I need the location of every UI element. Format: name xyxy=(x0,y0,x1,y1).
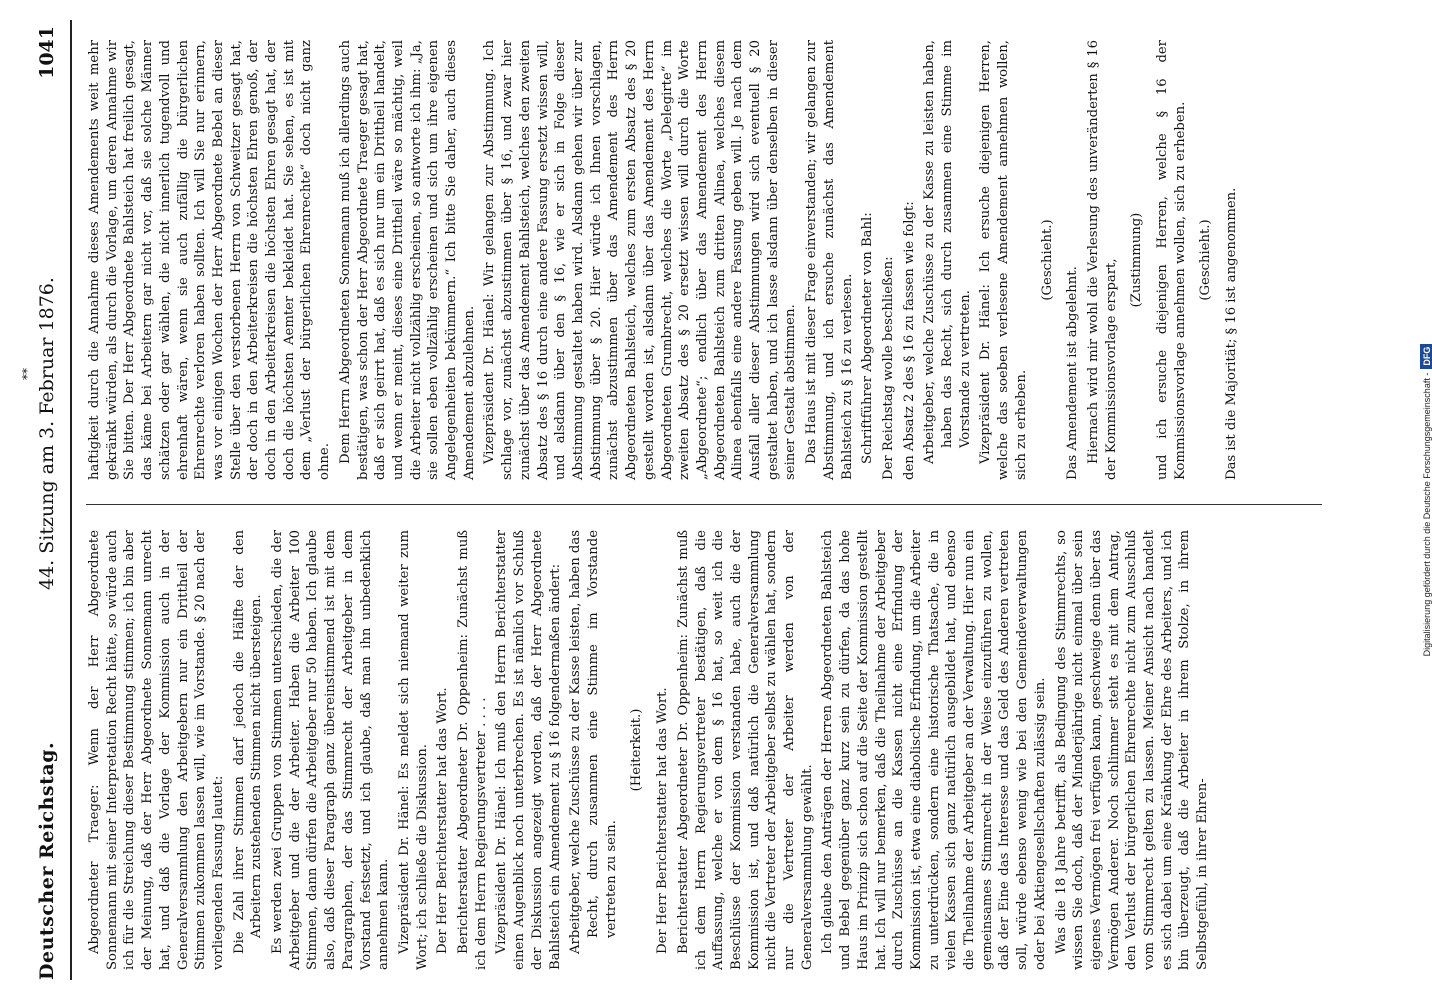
session-title: 44. Sitzung am 3. Februar 1876. xyxy=(36,277,58,590)
digitization-attribution xyxy=(1420,0,1432,1000)
paragraph: Das Amendement ist abgelehnt. xyxy=(1065,266,1081,480)
paragraph: Der Herr Berichterstatter hat das Wort. xyxy=(655,687,671,954)
paragraph: Es werden zwei Gruppen von Stimmen unterschieden, die der Arbeitgeber und die der Arbeiter. Haben die Arbeiter 100 Stimmen, dann dürfen die Arbeitgeber nur 50 haben. Ich glaube also, daß dieser Paragraph ganz übereinstimmend ist mit dem Paragraphen, der das Stimmrecht der Arbeitgeber in dem Vorstand festsetzt, und ich glaube, daß man ihn unbedenklich annehmen kann. xyxy=(270,530,392,970)
paragraph: Berichterstatter Abgeordneter Dr. Oppenheim: Zunächst muß ich dem Herrn Regierungsvertreter bestätigen, daß die Auffassung, welche er von dem § 16 hat, so weit ich die Beschlüsse der Kommission verstanden habe, auch die der Kommission ist, und daß natürlich die Generalversammlung nicht die Vertreter der Arbeitgeber selbst zu wählen hat, sondern nur die Vertreter der Arbeiter werden von der Generalversammlung gewählt. xyxy=(675,530,815,970)
page-header xyxy=(20,20,72,980)
paragraph: und ich ersuche diejenigen Herren, welche § 16 der Kommissionsvorlage annehmen wollen, sich zu erheben. xyxy=(1155,40,1188,480)
paragraph: Vizepräsident Dr. Hänel: Ich muß den Herrn Berichterstatter einen Augenblick noch unterbrechen. Es ist nämlich vor Schluß der Diskussion angezeigt worden, daß der Herr Abgeordnete Bahlsteich ein Amendement zu § 16 folgendermaßen ändert: xyxy=(494,530,563,970)
paragraph: Das Haus ist mit dieser Frage einverstanden; wir gelangen zur Abstimmung, und ich ersuche zunächst das Amendement Bahlsteich zu § 16 zu verlesen. xyxy=(804,40,855,480)
stage-direction: (Geschieht.) xyxy=(1198,219,1214,301)
page-number: 1041 xyxy=(36,26,58,79)
motion-line: Der Reichstag wolle beschließen: xyxy=(880,256,896,480)
paragraph: Was die 18 Jahre betrifft, als Bedingung des Stimmrechts, so wissen Sie doch, daß der Minderjährige nicht einmal über sein eigenes Vermögen frei verfügen kann, geschweige denn über das Vermögen Anderer. Noch schlimmer steht es mit dem Antrag, den Verlust der bürgerlichen Ehrenrechte nicht zum Ausschluß vom Stimmrecht gelten zu lassen. Meiner Ansicht nach handelt es sich dabei um eine Kränkung der Ehre des Arbeiters, und ich bin überzeugt, daß die Arbeiter in ihrem Stolze, in ihrem Selbstgefühl, in ihrer Ehren- xyxy=(1053,530,1211,970)
stage-direction: (Zustimmung) xyxy=(1129,212,1145,308)
stage-direction: (Geschieht.) xyxy=(1039,219,1055,301)
quoted-text: Die Zahl ihrer Stimmen darf jedoch die Hälfte der den Arbeitern zustehenden Stimmen nicht übersteigen. xyxy=(231,530,265,954)
paragraph: haftigkeit durch die Annahme dieses Amendements weit mehr gekränkt würden, als durch die Vorlage, um deren Annahme wir Sie bitten. Der Herr Abgeordnete Bahlsteich hat freilich gesagt, das käme bei Arbeitern gar nicht vor, daß sie solche Männer schätzen oder gar wählen, die nicht innerlich tugendvoll und ehrenhaft wären, wenn sie auch zufällig die bürgerlichen Ehrenrechte verloren haben sollten. Ich will Sie nur erinnern, was vor einigen Wochen der Herr Abgeordnete Bebel an dieser Stelle über den verstorbenen Herrn von Schweitzer gesagt hat, der doch in den Arbeiterkreisen die höchsten Ehren genoß, der doch in den Arbeiterkreisen die höchsten Ehren gesagt hat, der doch die höchsten Aemter bekleidet hat. Sie sehen, es ist mit dem „Verlust der bürgerlichen Ehrenrechte“ doch nicht ganz ohne. xyxy=(87,40,333,480)
header-mark: ** xyxy=(20,368,34,380)
speaker-line: Schriftführer Abgeordneter von Bahl: xyxy=(860,212,876,464)
paragraph: Vizepräsident Dr. Hänel: Es meldet sich niemand weiter zum Wort; ich schließe die Diskussion. xyxy=(396,530,430,970)
quoted-text: Arbeitgeber, welche Zuschüsse zu der Kasse leisten, haben das Recht, durch zusammen eine Stimme im Vorstande vertreten zu sein. xyxy=(568,530,619,954)
paragraph: Vizepräsident Dr. Hänel: Wir gelangen zur Abstimmung. Ich schlage vor, zunächst abzustimmen über § 16, und zwar hier zunächst über das Amendement Bahlsteich, welches den zweiten Absatz des § 16 durch eine andere Fassung ersetzt wissen will, und alsdann über den § 16, wie er sich in Folge dieser Abstimmung gestaltet haben wird. Alsdann gehen wir über zur Abstimmung über § 20. Hier würde ich Ihnen vorschlagen, zunächst abzustimmen über das Amendement des Herrn Abgeordneten Bahlsteich, welches zum ersten Absatz des § 20 gestellt worden ist, alsdann über das Amendement des Herrn Abgeordneten Grumbrecht, welches die Worte „Delegirte“ im zweiten Absatz des § 20 ersetzt wissen will durch die Worte „Abgeordnete“; endlich über das Amendement des Herrn Abgeordneten Bahlsteich zum dritten Alinea, welches diesem Alinea ebenfalls eine andere Fassung geben will. Je nach dem Ausfall aller dieser Abstimmungen wird sich eventuell § 20 gestaltet haben, und ich lasse alsdann über denselben in dieser seiner Gestalt abstimmen. xyxy=(482,40,799,480)
paragraph: Abgeordneter Traeger: Wenn der Herr Abgeordnete Sonnemann mit seiner Interpretation Recht hätte, so würde auch ich für die Streichung dieser Bestimmung stimmen; ich bin aber der Meinung, daß der Herr Abgeordnete Sonnemann unrecht hat, und daß die Vorlage der Kommission auch in der Generalversammlung den Arbeitgebern nur ein Drittheil der Stimmen zukommen lassen will, wie im Vorstande. § 20 nach der vorliegenden Fassung lautet: xyxy=(87,530,226,970)
dfg-logo: DFG xyxy=(1420,344,1432,369)
paragraph: Vizepräsident Dr. Hänel: Ich ersuche diejenigen Herren, welche das soeben verlesene Amendement annehmen wollen, sich zu erheben. xyxy=(978,40,1029,480)
column-left xyxy=(86,530,1215,970)
motion-line: den Absatz 2 des § 16 zu fassen wie folgt: xyxy=(901,201,917,480)
stage-direction: (Heiterkeit.) xyxy=(629,708,645,792)
paragraph: Ich glaube den Anträgen der Herren Abgeordneten Bahlsteich und Bebel gegenüber ganz kurz sein zu dürfen, da das hohe Haus im Prinzip sich schon auf die Seite der Kommission gestellt hat. Ich will nur bemerken, daß die Theilnahme der Arbeitgeber durch Zuschüsse an die Kassen nicht eine Erfindung der Kommission ist, etwa eine diabolische Erfindung, um die Arbeiter zu unterdrücken, sondern eine historische Thatsache, die in vielen Kassen sich ganz natürlich ausgebildet hat, und ebenso die Theilnahme der Arbeitgeber an der Verwaltung. Hier nun ein gemeinsames Stimmrecht in der Weise einzuführen zu wollen, daß der Eine das Interesse und das Geld des Anderen vertreten soll, würde ebenso wenig wie bei den Gemeindeverwaltungen oder bei Aktiengesellschaften zulässig sein. xyxy=(820,530,1048,970)
column-divider xyxy=(86,504,1322,505)
paragraph: Der Herr Berichterstatter hat das Wort. xyxy=(435,687,451,954)
attribution-text: Digitalisierung gefördert durch die Deutsche Forschungsgemeinschaft - xyxy=(1422,372,1432,657)
paragraph: Dem Herrn Abgeordneten Sonnemann muß ich allerdings auch bestätigen, was schon der Herr Abgeordnete Traeger gesagt hat, daß er sich geirrt hat, daß es sich nur um ein Drittheil handelt, und wenn er meint, dieses eine Drittheil wäre so mächtig, weil die Arbeiter nicht vollzählig erscheinen, so antworte ich ihm: „Ja, sie sollen eben vollzählig erscheinen und sich um ihre eigenen Angelegenheiten bekümmern.“ Ich bitte Sie daher, auch dieses Amendement abzulehnen. xyxy=(337,40,477,480)
paragraph: Hiernach wird mir wohl die Verlesung des unveränderten § 16 der Kommissionsvorlage erspart, xyxy=(1085,40,1119,480)
paragraph: Das ist die Majorität; § 16 ist angenommen. xyxy=(1224,187,1240,480)
quoted-text: Arbeitgeber, welche Zuschüsse zu der Kasse zu leisten haben, haben das Recht, sich durch zusammen eine Stimme im Vorstande zu vertreten. xyxy=(922,40,973,464)
publication-title: Deutscher Reichstag. xyxy=(36,741,58,980)
paragraph: Berichterstatter Abgeordneter Dr. Oppenheim: Zunächst muß ich dem Herrn Regierungsvertreter . . . . xyxy=(456,530,489,970)
column-right xyxy=(86,40,1244,480)
